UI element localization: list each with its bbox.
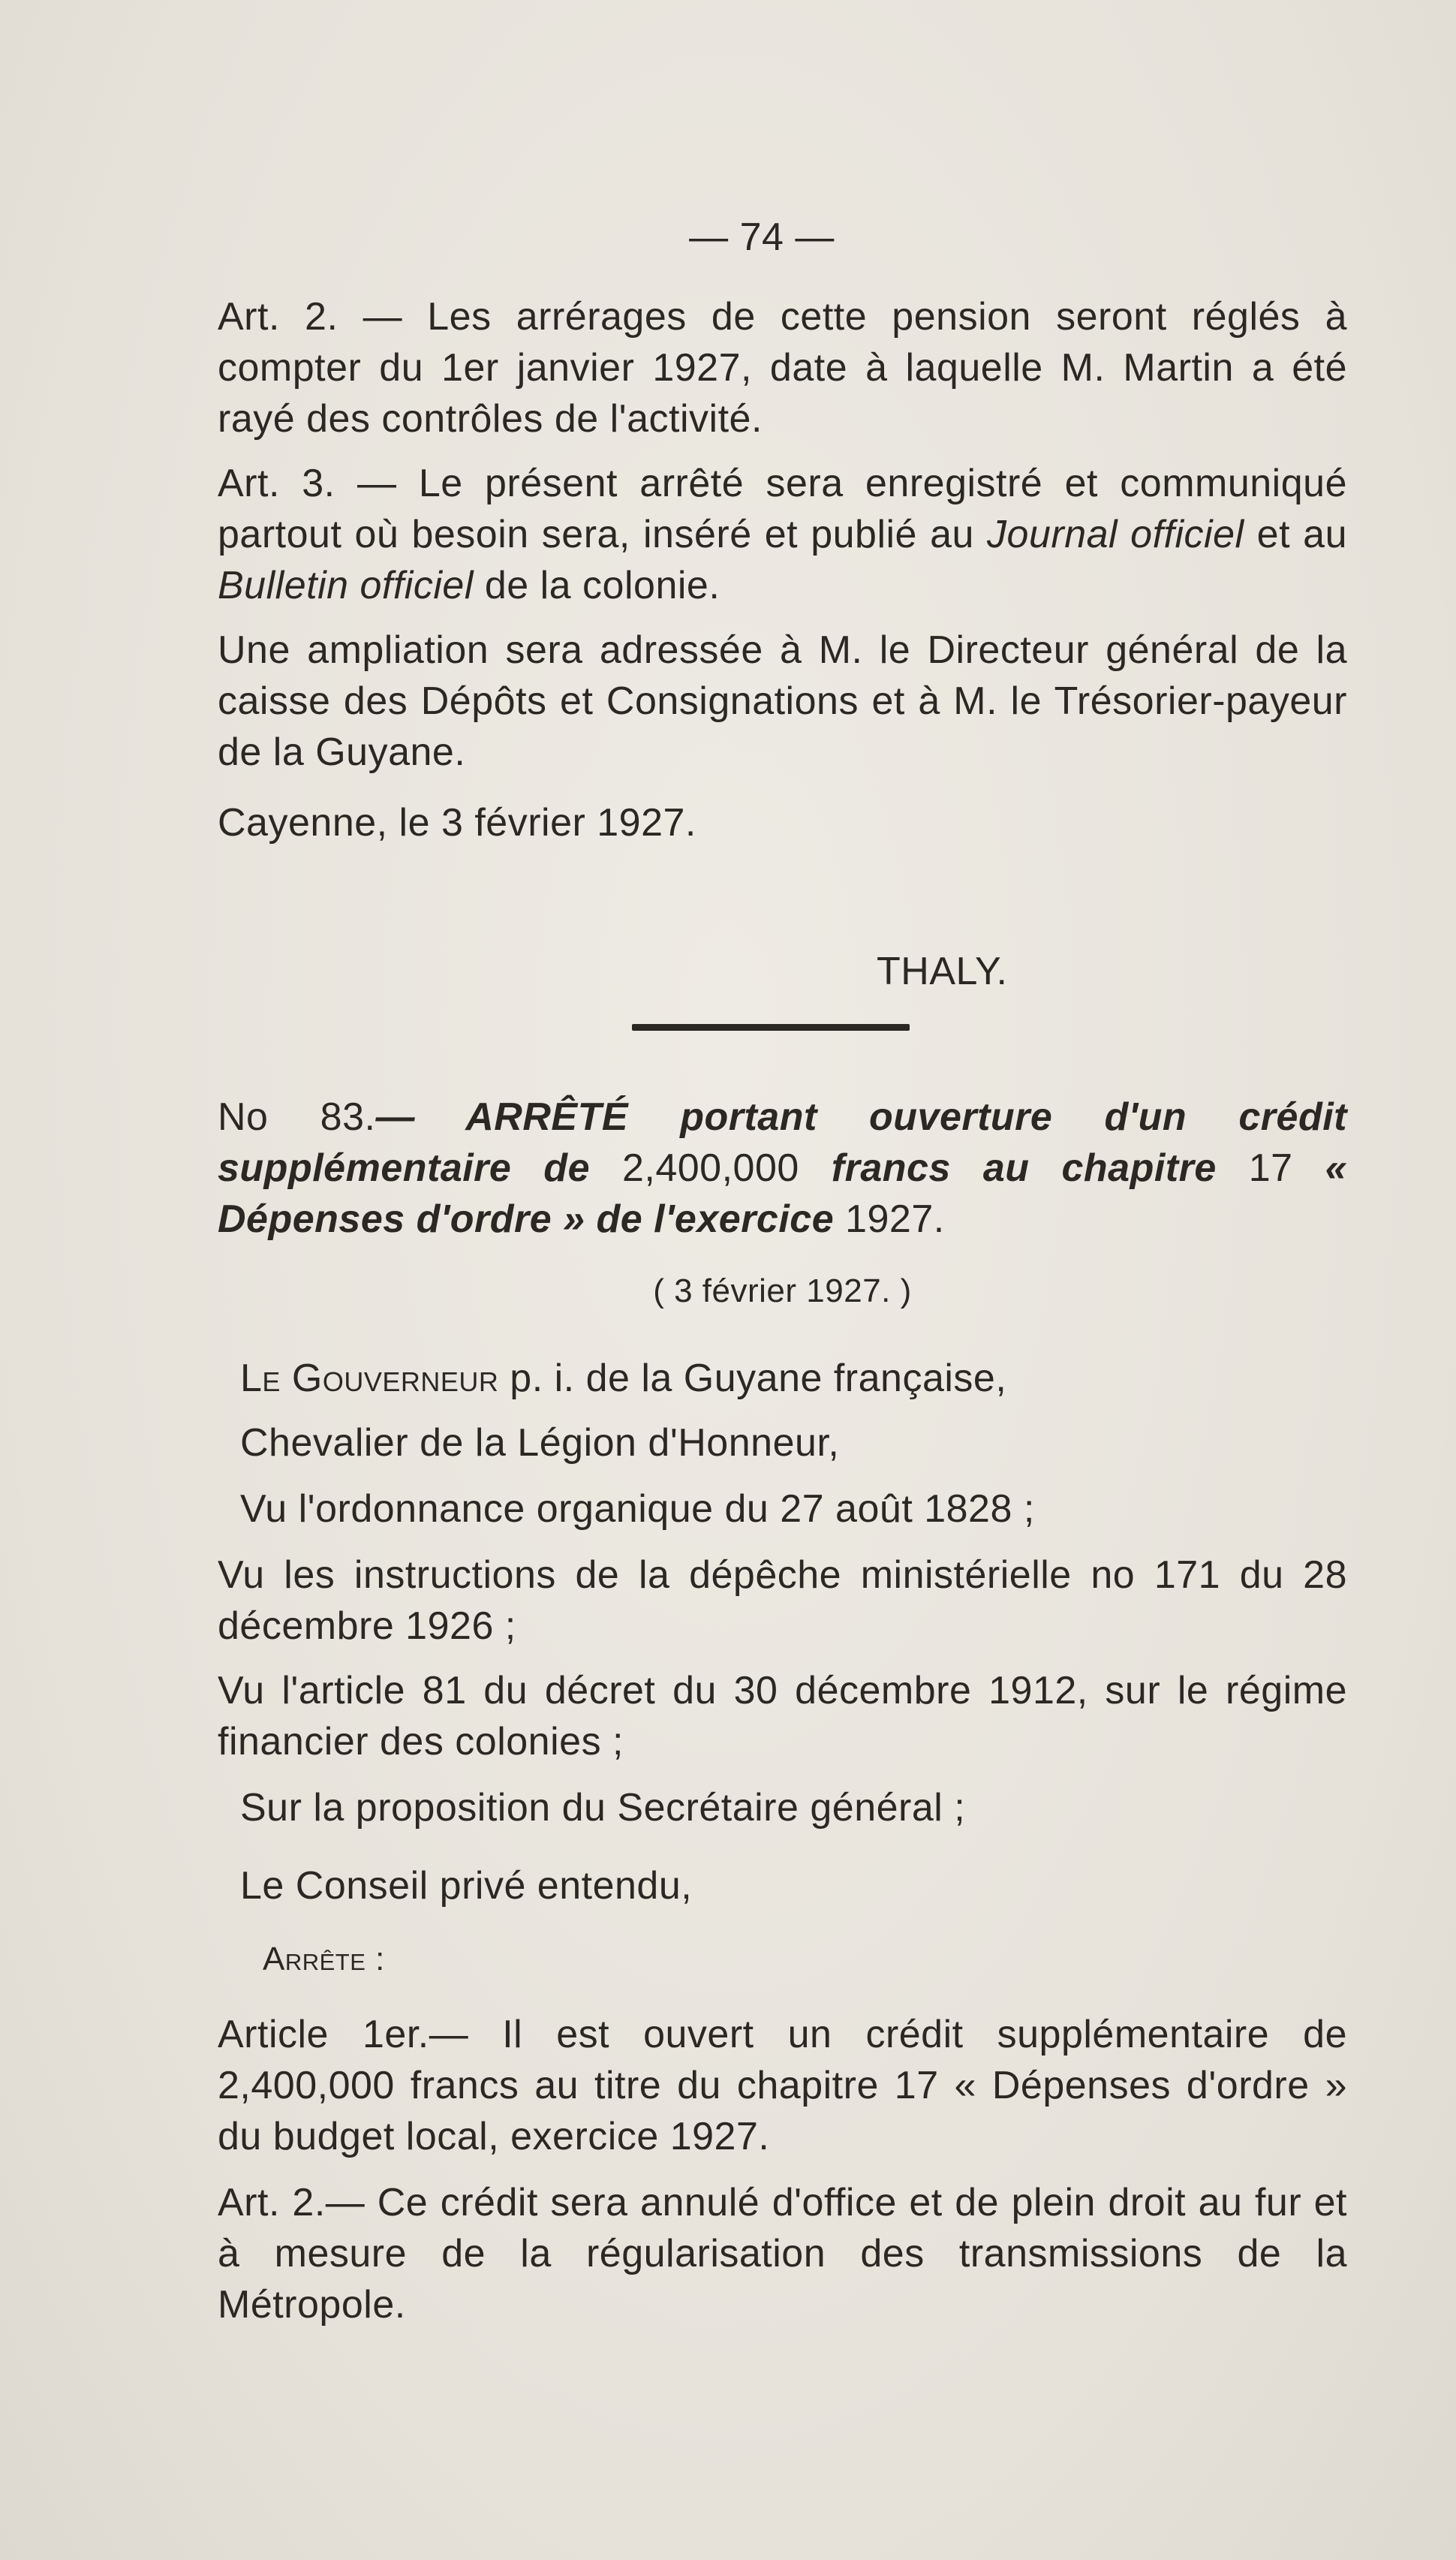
article-3-text-a: — Le présent arrêté sera enregistré et communiqué partout où besoin sera, inséré et publié au xyxy=(218,462,1347,556)
page-number: — 74 — xyxy=(689,215,835,259)
arrete-heading: Arrête : xyxy=(263,1941,385,1977)
conseil-line: Le Conseil privé entendu, xyxy=(240,1864,693,1908)
vu-ordonnance: Vu l'ordonnance organique du 27 août 1828 ; xyxy=(240,1487,1035,1531)
article-3-text-b: et au xyxy=(1244,513,1347,556)
article-2-text: — Les arrérages de cette pension seront réglés à compter du 1er janvier 1927, date à laquelle M. Martin a été rayé des contrôles de l'activité. xyxy=(218,295,1347,441)
chevalier-line: Chevalier de la Légion d'Honneur, xyxy=(240,1421,840,1465)
separator-rule xyxy=(632,1024,910,1031)
ampliation-paragraph: Une ampliation sera adressée à M. le Directeur général de la caisse des Dépôts et Consignations et à M. le Trésorier-payeur de la Guyane. xyxy=(218,628,1347,774)
decree-year: 1927. xyxy=(845,1197,945,1241)
article-2-paragraph xyxy=(218,291,1347,444)
signature: THALY. xyxy=(877,950,1008,993)
decree-title xyxy=(218,1092,1347,1245)
gouverneur-title: Le Gouverneur xyxy=(240,1357,499,1400)
decree-title-c: « Dépenses d'ordre » de l'exercice xyxy=(218,1146,1347,1241)
gouverneur-line xyxy=(240,1353,1370,1404)
article-1er: Article 1er.— Il est ouvert un crédit supplémentaire de 2,400,000 francs au titre du chapitre 17 « Dépenses d'ordre » du budget local, exercice 1927. xyxy=(218,2013,1347,2158)
bulletin-officiel-text: Bulletin officiel xyxy=(218,564,474,607)
decree-date: ( 3 février 1927. ) xyxy=(653,1272,912,1309)
article-3-text-c: de la colonie. xyxy=(473,564,720,607)
decree-title-a: — ARRÊTÉ portant ouverture d'un crédit supplémentaire de xyxy=(218,1095,1347,1190)
journal-officiel-text: Journal officiel xyxy=(987,513,1244,556)
date-line: Cayenne, le 3 février 1927. xyxy=(218,801,696,845)
sur-proposition: Sur la proposition du Secrétaire général ; xyxy=(240,1786,966,1830)
article-2-label: Art. 2. xyxy=(218,295,338,339)
article-3-paragraph xyxy=(218,458,1347,611)
article-3-label: Art. 3. xyxy=(218,462,335,505)
decree-amount: 2,400,000 xyxy=(621,1146,799,1190)
vu-instructions: Vu les instructions de la dépêche ministérielle no 171 du 28 décembre 1926 ; xyxy=(218,1553,1347,1648)
decree-title-b: francs au chapitre xyxy=(799,1146,1249,1190)
decree-number: No 83. xyxy=(218,1095,376,1139)
decree-chapter: 17 xyxy=(1248,1146,1293,1190)
gouverneur-rest: p. i. de la Guyane française, xyxy=(498,1357,1007,1400)
article-2-final: Art. 2.— Ce crédit sera annulé d'office et de plein droit au fur et à mesure de la régularisation des transmissions de la Métropole. xyxy=(218,2181,1347,2327)
vu-article: Vu l'article 81 du décret du 30 décembre 1912, sur le régime financier des colonies ; xyxy=(218,1669,1347,1763)
